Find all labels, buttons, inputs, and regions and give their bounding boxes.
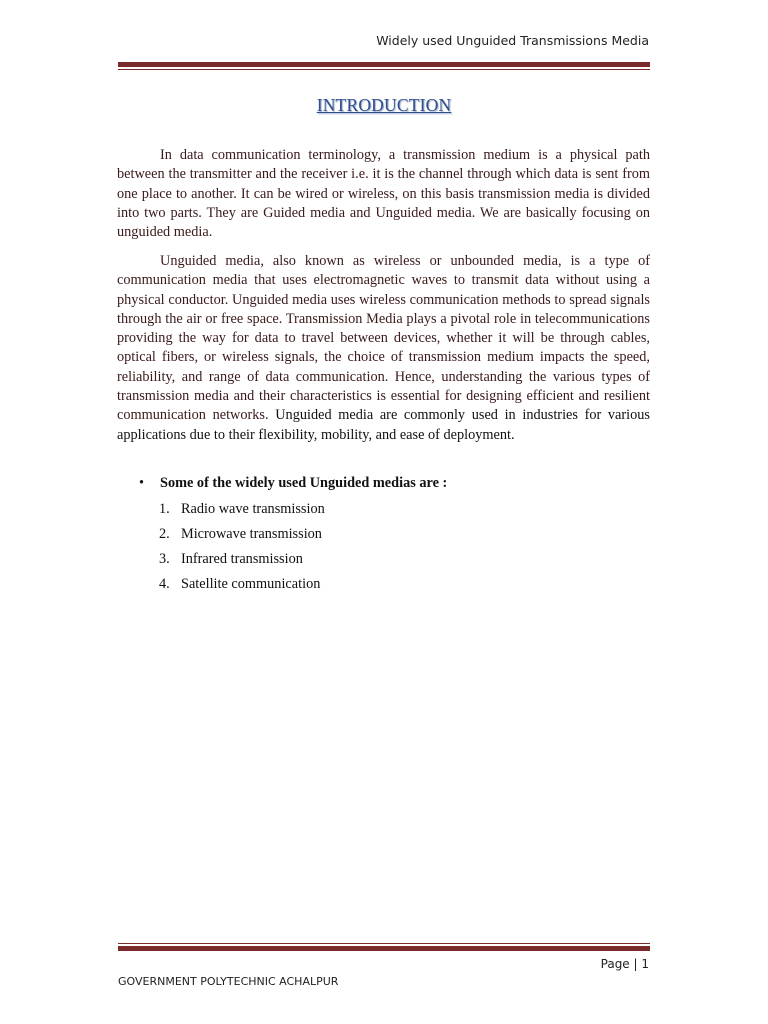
list-item (159, 574, 325, 599)
footer-rule (118, 943, 650, 951)
unguided-media-paragraph (117, 252, 650, 445)
page-title: INTRODUCTION (316, 95, 452, 115)
unguided-media-paragraph-tail: Unguided media are commonly used in industries for various applications due to their flexibility, mobility, and ease of deployment. (117, 407, 650, 443)
list-item-text: Microwave transmission (181, 526, 322, 542)
list-item-text: Satellite communication (181, 576, 321, 592)
header-title: Widely used Unguided Transmissions Media (376, 33, 649, 48)
list-item (159, 524, 325, 549)
list-item-text: Infrared transmission (181, 551, 303, 567)
list-item-number: 1. (159, 501, 170, 517)
list-item-number: 2. (159, 526, 170, 542)
bullet-heading: Some of the widely used Unguided medias are : (160, 475, 448, 491)
footer-organization: GOVERNMENT POLYTECHNIC ACHALPUR (118, 975, 339, 988)
list-item-number: 3. (159, 551, 170, 567)
intro-paragraph: In data communication terminology, a transmission medium is a physical path between the transmitter and the receiver i.e. it is the channel through which data is sent from one place to another. It can be wired or wireless, on this basis transmission media is divided into two parts. They are Guided media and Unguided media. We are basically focusing on unguided media. (117, 147, 650, 241)
list-item (159, 499, 325, 524)
page-number: Page | 1 (600, 957, 649, 971)
bullet-item (139, 475, 447, 492)
unguided-media-paragraph-main: Unguided media, also known as wireless or unbounded media, is a type of communication media that uses electromagnetic waves to transmit data without using a physical conductor. Unguided media uses wireless communication methods to spread signals through the air or free space. Transmission Media plays a pivotal role in telecommunications providing the way for data to travel between devices, whether it will be through cables, optical fibers, or wireless signals, the choice of transmission medium impacts the speed, reliability, and range of data communication. Hence, understanding the various types of transmission media and their characteristics is essential for designing efficient and resilient communication networks. (117, 253, 650, 424)
media-list (159, 499, 325, 599)
list-item-text: Radio wave transmission (181, 501, 325, 517)
list-item-number: 4. (159, 576, 170, 592)
list-item (159, 549, 325, 574)
bullet-icon: • (139, 475, 145, 491)
header-rule (118, 62, 650, 70)
